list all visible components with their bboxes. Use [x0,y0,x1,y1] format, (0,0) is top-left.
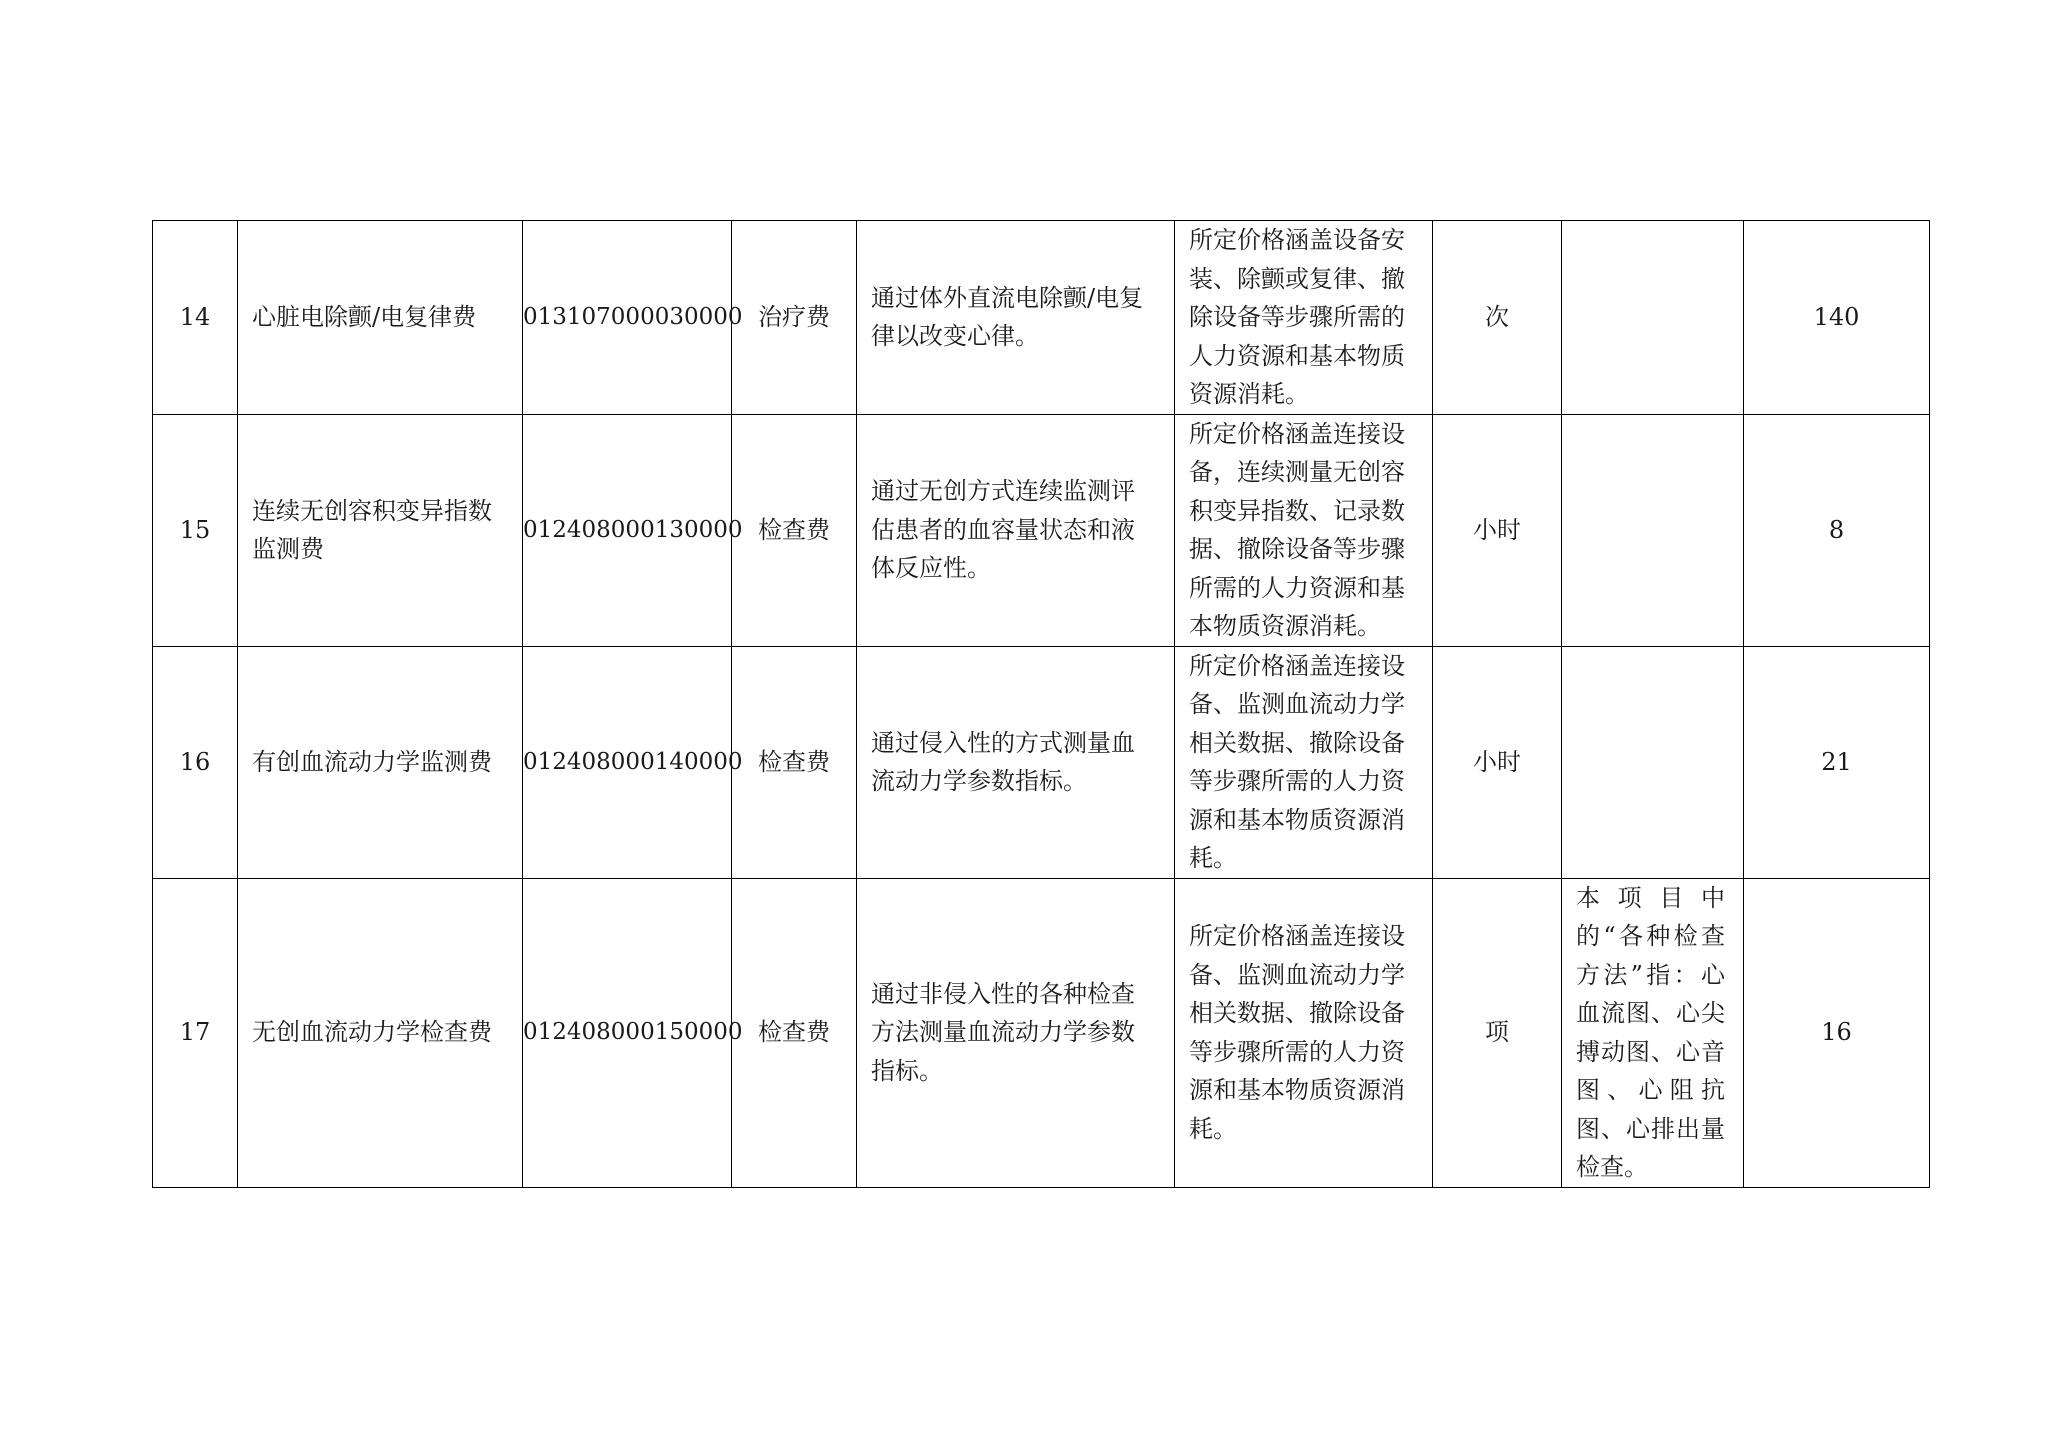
item-code: 012408000150000 [523,878,732,1187]
item-note [1562,414,1744,646]
price-coverage: 所定价格涵盖连接设备、监测血流动力学相关数据、撤除设备等步骤所需的人力资源和基本物质资源消耗。 [1175,878,1433,1187]
row-number: 17 [153,878,238,1187]
table-row [153,646,1930,878]
item-description: 通过无创方式连续监测评估患者的血容量状态和液体反应性。 [857,414,1175,646]
item-name: 连续无创容积变异指数监测费 [238,414,523,646]
item-note [1562,646,1744,878]
table-row [153,221,1930,415]
item-price: 16 [1744,878,1930,1187]
pricing-unit: 小时 [1433,414,1562,646]
row-number: 15 [153,414,238,646]
item-description: 通过侵入性的方式测量血流动力学参数指标。 [857,646,1175,878]
pricing-unit: 次 [1433,221,1562,415]
pricing-unit: 小时 [1433,646,1562,878]
fee-category: 治疗费 [732,221,857,415]
item-description: 通过体外直流电除颤/电复律以改变心律。 [857,221,1175,415]
item-price: 140 [1744,221,1930,415]
pricing-unit: 项 [1433,878,1562,1187]
item-name: 无创血流动力学检查费 [238,878,523,1187]
item-description: 通过非侵入性的各种检查方法测量血流动力学参数指标。 [857,878,1175,1187]
fee-category: 检查费 [732,414,857,646]
row-number: 16 [153,646,238,878]
price-coverage: 所定价格涵盖设备安装、除颤或复律、撤除设备等步骤所需的人力资源和基本物质资源消耗。 [1175,221,1433,415]
item-price: 8 [1744,414,1930,646]
item-note: 本项目中的“各种检查方法”指：心血流图、心尖搏动图、心音图、心阻抗图、心排出量检查。 [1562,878,1744,1187]
item-code: 012408000140000 [523,646,732,878]
fee-category: 检查费 [732,878,857,1187]
item-note [1562,221,1744,415]
fee-category: 检查费 [732,646,857,878]
price-coverage: 所定价格涵盖连接设备、监测血流动力学相关数据、撤除设备等步骤所需的人力资源和基本物质资源消耗。 [1175,646,1433,878]
row-number: 14 [153,221,238,415]
fee-table [152,220,1930,1188]
item-code: 013107000030000 [523,221,732,415]
item-name: 有创血流动力学监测费 [238,646,523,878]
item-name: 心脏电除颤/电复律费 [238,221,523,415]
item-price: 21 [1744,646,1930,878]
price-coverage: 所定价格涵盖连接设备，连续测量无创容积变异指数、记录数据、撤除设备等步骤所需的人力资源和基本物质资源消耗。 [1175,414,1433,646]
table-row [153,414,1930,646]
table-row [153,878,1930,1187]
item-code: 012408000130000 [523,414,732,646]
